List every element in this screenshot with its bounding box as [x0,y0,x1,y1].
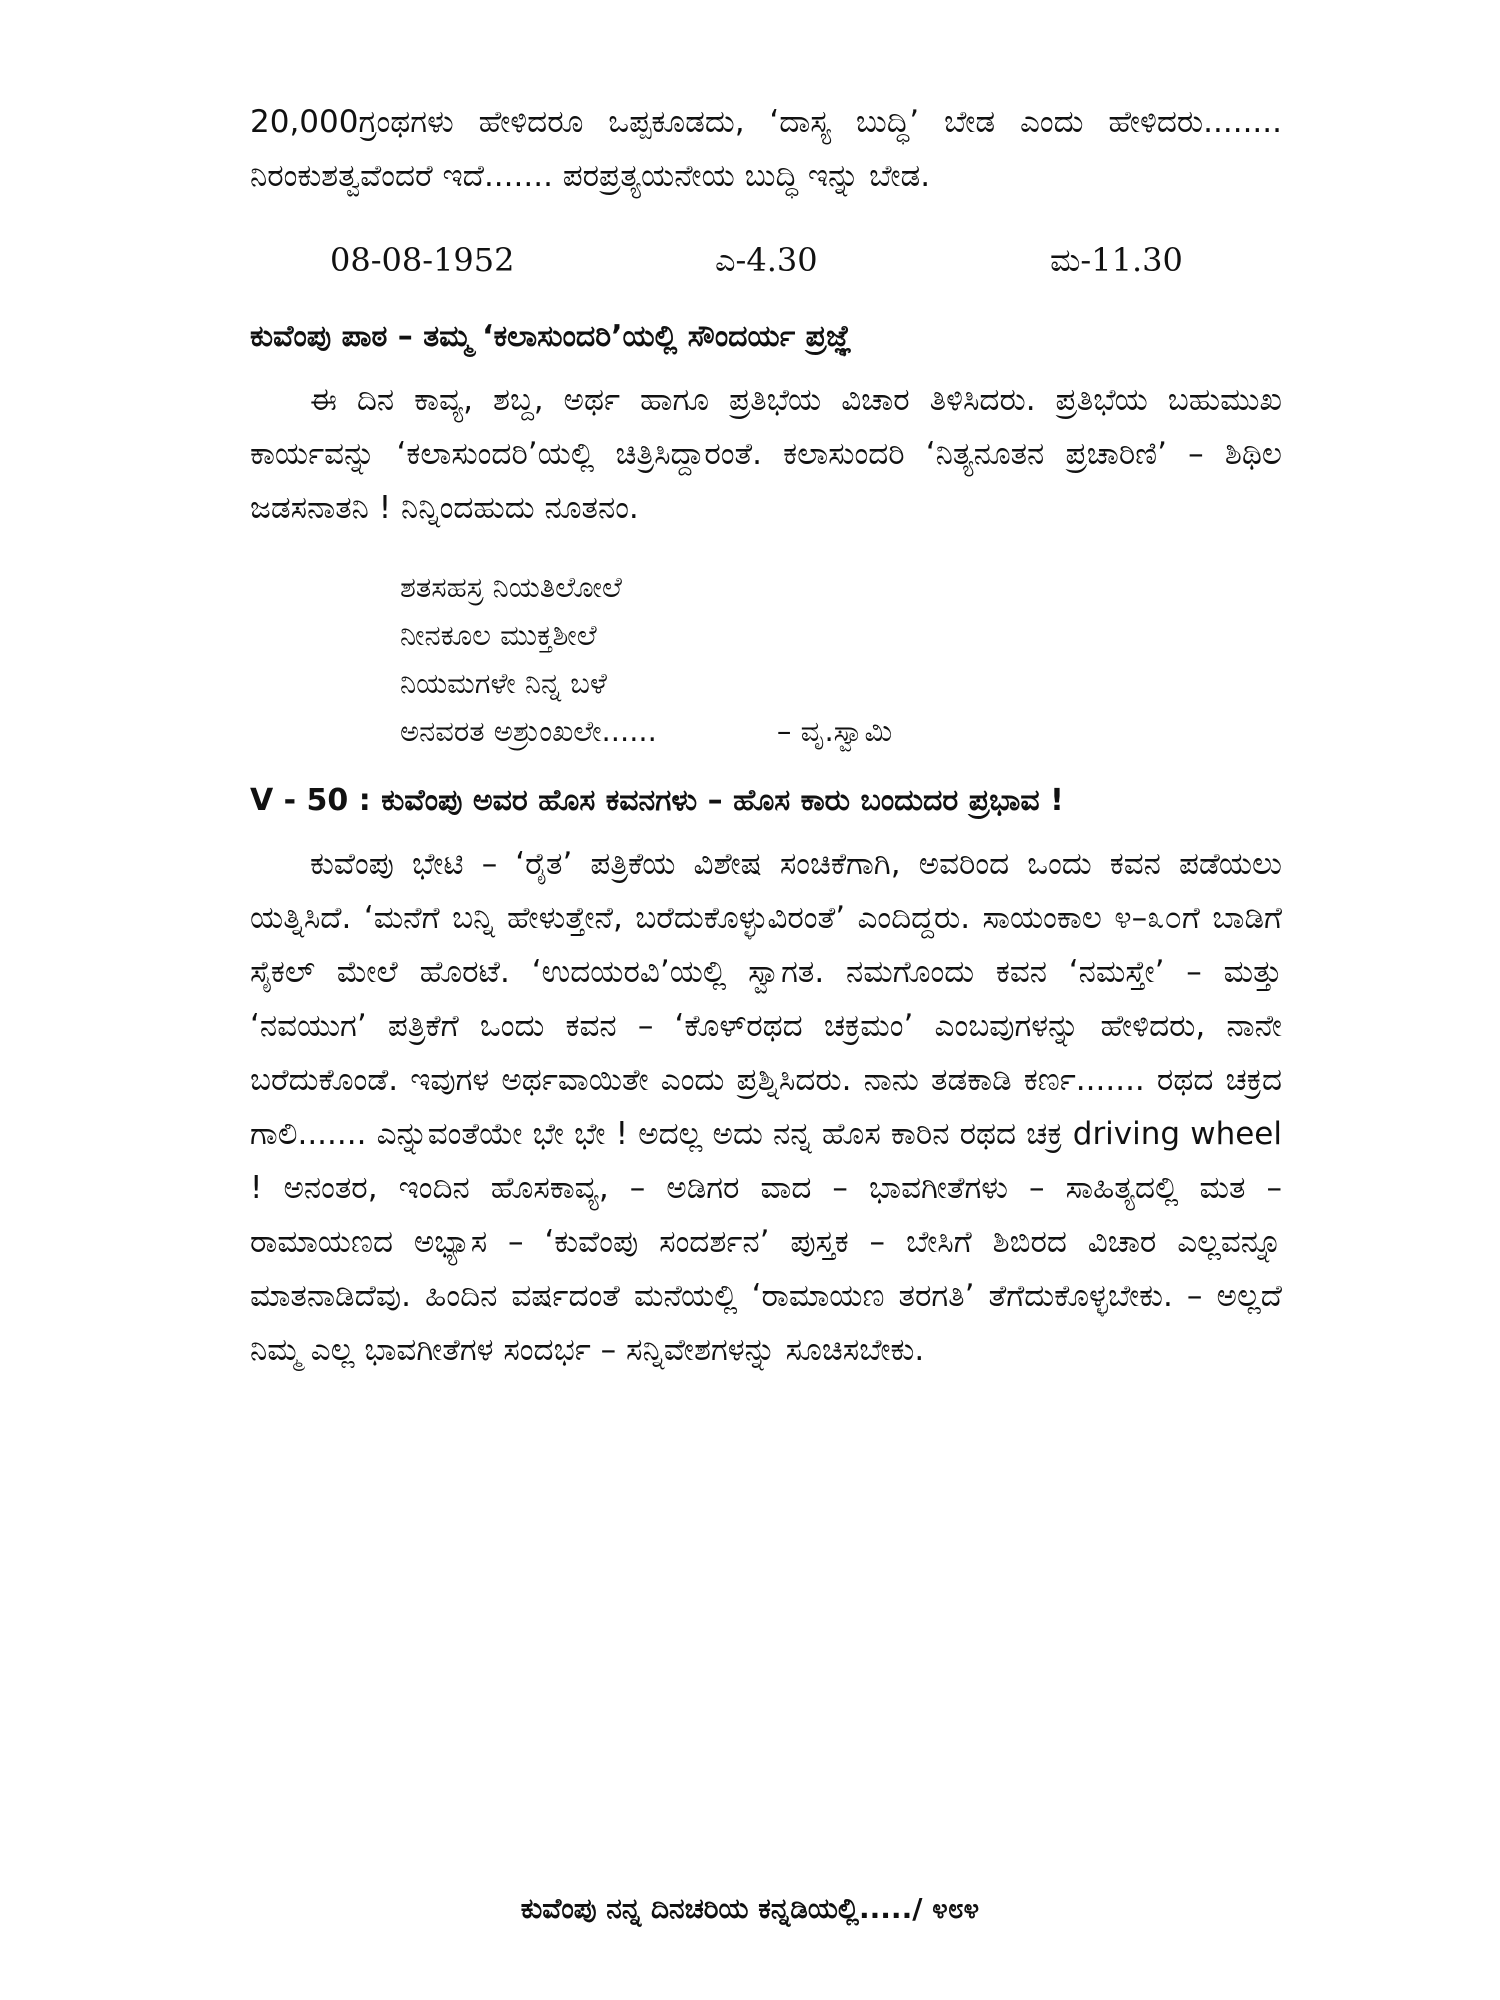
intro-paragraph: 20,000ಗ್ರಂಥಗಳು ಹೇಳಿದರೂ ಒಪ್ಪಕೂಡದು, ‘ದಾಸ್ಯ ಬುದ್ಧಿ’ ಬೇಡ ಎಂದು ಹೇಳಿದರು........ ನಿರಂಕುಶತ್ವವೆಂದರೆ ಇದೆ....... ಪರಪ್ರತ್ಯಯನೇಯ ಬುದ್ಧಿ ಇನ್ನು ಬೇಡ. [250,104,1282,194]
visit-paragraph: ಕುವೆಂಪು ಭೇಟಿ – ‘ರೈತ’ ಪತ್ರಿಕೆಯ ವಿಶೇಷ ಸಂಚಿಕೆಗಾಗಿ, ಅವರಿಂದ ಒಂದು ಕವನ ಪಡೆಯಲು ಯತ್ನಿಸಿದೆ. ‘ಮನೆಗೆ ಬನ್ನಿ ಹೇಳುತ್ತೇನೆ, ಬರೆದುಕೊಳ್ಳುವಿರಂತೆ’ ಎಂದಿದ್ದರು. ಸಾಯಂಕಾಲ ೪–೩೦ಗೆ ಬಾಡಿಗೆ ಸೈಕಲ್ ಮೇಲೆ ಹೊರಟೆ. ‘ಉದಯರವಿ’ಯಲ್ಲಿ ಸ್ವಾಗತ. ನಮಗೊಂದು ಕವನ ‘ನಮಸ್ತೇ’ – ಮತ್ತು ‘ನವಯುಗ’ ಪತ್ರಿಕೆಗೆ ಒಂದು ಕವನ – ‘ಕೊಳ್‌ರಥದ ಚಕ್ರಮಂ’ ಎಂಬವುಗಳನ್ನು ಹೇಳಿದರು, ನಾನೇ ಬರೆದುಕೊಂಡೆ. ಇವುಗಳ ಅರ್ಥವಾಯಿತೇ ಎಂದು ಪ್ರಶ್ನಿಸಿದರು. ನಾನು ತಡಕಾಡಿ ಕರ್ಣ....... ರಥದ ಚಕ್ರದ ಗಾಲಿ....... ಎನ್ನುವಂತೆಯೇ ಭೇ ಭೇ ! ಅದಲ್ಲ ಅದು ನನ್ನ ಹೊಸ ಕಾರಿನ ರಥದ ಚಕ್ರ driving wheel ! ಅನಂತರ, ಇಂದಿನ ಹೊಸಕಾವ್ಯ, – ಅಡಿಗರ ವಾದ – ಭಾವಗೀತೆಗಳು – ಸಾಹಿತ್ಯದಲ್ಲಿ ಮತ – ರಾಮಾಯಣದ ಅಭ್ಯಾಸ – ‘ಕುವೆಂಪು ಸಂದರ್ಶನ’ ಪುಸ್ತಕ – ಬೇಸಿಗೆ ಶಿಬಿರದ ವಿಚಾರ ಎಲ್ಲವನ್ನೂ ಮಾತನಾಡಿದೆವು. ಹಿಂದಿನ ವರ್ಷದಂತೆ ಮನೆಯಲ್ಲಿ ‘ರಾಮಾಯಣ ತರಗತಿ’ ತೆಗೆದುಕೊಳ್ಳಬೇಕು. – ಅಲ್ಲದೆ ನಿಮ್ಮ ಎಲ್ಲ ಭಾವಗೀತೆಗಳ ಸಂದರ್ಭ – ಸನ್ನಿವೇಶಗಳನ್ನು ಸೂಚಿಸಬೇಕು. [250,846,1282,1368]
poem-line: ಅನವರತ ಅಶ್ರುಂಖಲೇ...... [400,714,657,748]
poem-last-line [400,707,1282,755]
poem-line: ನೀನಕೂಲ ಮುಕ್ತಶೀಲೆ [400,618,597,652]
dateline [250,233,1282,293]
section-heading-kalasundari: ಕುವೆಂಪು ಪಾಠ – ತಮ್ಮ ‘ಕಲಾಸುಂದರಿ’ಯಲ್ಲಿ ಸೌಂದರ್ಯ ಪ್ರಜ್ಞೆ [250,319,852,354]
section-heading-v50: V - 50 : ಕುವೆಂಪು ಅವರ ಹೊಸ ಕವನಗಳು – ಹೊಸ ಕಾರು ಬಂದುದರ ಪ್ರಭಾವ ! [250,783,1064,818]
poem-block [400,563,1282,755]
time-a: ಎ-4.30 [715,241,818,279]
page-footer: ಕುವೆಂಪು ನನ್ನ ದಿನಚರಿಯ ಕನ್ನಡಿಯಲ್ಲಿ...../ ೪೮೪ [520,1892,980,1925]
poem-line: ನಿಯಮಗಳೇ ನಿನ್ನ ಬಳೆ [400,666,607,700]
poem-author: – ವೃ.ಸ್ವಾಮಿ [776,714,893,748]
date: 08-08-1952 [330,241,515,279]
page-body [250,95,1282,1377]
time-b: ಮ-11.30 [1050,241,1183,279]
poem-line: ಶತಸಹಸ್ರ ನಿಯತಿಲೋಲೆ [400,570,622,604]
kalasundari-paragraph: ಈ ದಿನ ಕಾವ್ಯ, ಶಬ್ದ, ಅರ್ಥ ಹಾಗೂ ಪ್ರತಿಭೆಯ ವಿಚಾರ ತಿಳಿಸಿದರು. ಪ್ರತಿಭೆಯ ಬಹುಮುಖ ಕಾರ್ಯವನ್ನು ‘ಕಲಾಸುಂದರಿ’ಯಲ್ಲಿ ಚಿತ್ರಿಸಿದ್ದಾರಂತೆ. ಕಲಾಸುಂದರಿ ‘ನಿತ್ಯನೂತನ ಪ್ರಚಾರಿಣಿ’ – ಶಿಥಿಲ ಜಡಸನಾತನಿ ! ನಿನ್ನಿಂದಹುದು ನೂತನಂ. [250,382,1282,526]
